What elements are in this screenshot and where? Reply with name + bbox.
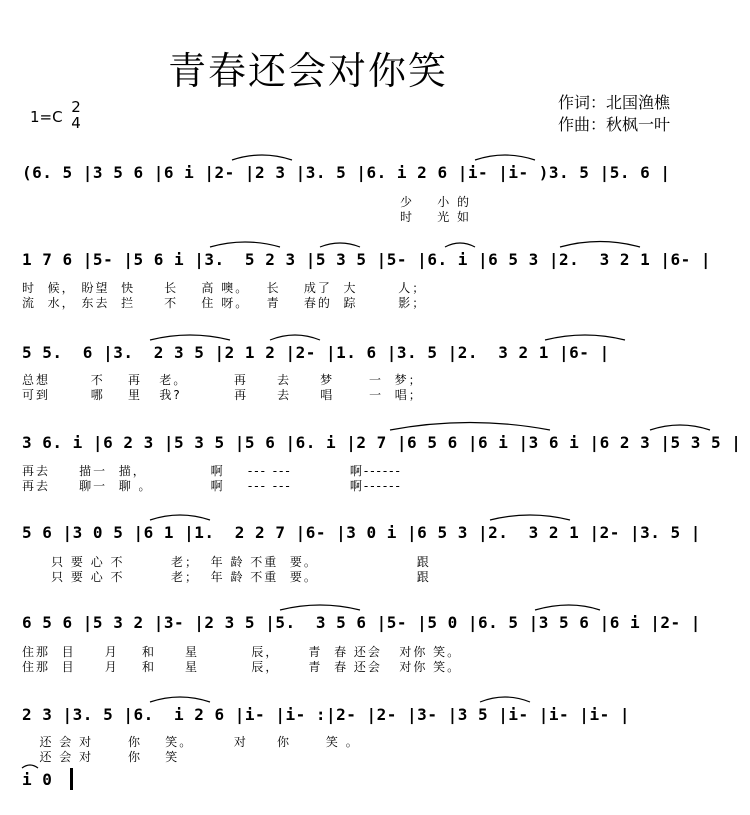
notation-line-4: 3 6. i |6 2 3 |5 3 5 |5 6 |6. i |2 7 |6 5 6 |6 i |3 6 i |6 2 3 |5 3 5 | (22, 433, 742, 452)
lyric-line-4a: 再去 描一 描， 啊 --- --- 啊------ (22, 464, 402, 478)
lyric-line-7b: 还 会 对 你 笑 (22, 750, 180, 764)
lyric-line-1a: 少 小 的 (22, 195, 472, 209)
notation-line-7: 2 3 |3. 5 |6. i 2 6 |i- |i- :|2- |2- |3- |3 5 |i- |i- |i- | (22, 705, 630, 724)
lyric-line-2a: 时 候， 盼望 快 长 高 噢。 长 成了 大 人； (22, 281, 427, 295)
notation-line-3: 5 5. 6 |3. 2 3 5 |2 1 2 |2- |1. 6 |3. 5 |2. 3 2 1 |6- | (22, 343, 610, 362)
lyric-line-1b: 时 光 如 (22, 210, 472, 224)
notation-line-8: i 0 (22, 770, 63, 789)
meter-bottom: 4 (71, 114, 81, 132)
lyric-line-5a: 只 要 心 不 老； 年 龄 不重 要。 跟 (22, 555, 431, 569)
notation-line-6: 6 5 6 |5 3 2 |3- |2 3 5 |5. 3 5 6 |5- |5 0 |6. 5 |3 5 6 |6 i |2- | (22, 613, 701, 632)
meter-top: 2 (71, 98, 81, 116)
composer-credit: 作曲：秋枫一叶 (558, 115, 671, 134)
page-title: 青春还会对你笑 (168, 49, 449, 93)
notation-line-5: 5 6 |3 0 5 |6 1 |1. 2 2 7 |6- |3 0 i |6 5 3 |2. 3 2 1 |2- |3. 5 | (22, 523, 701, 542)
lyric-line-3a: 总想 不 再 老。 再 去 梦 一 梦； (22, 373, 423, 387)
lyric-line-7a: 还 会 对 你 笑。 对 你 笑 。 (22, 735, 360, 749)
lyric-line-3b: 可到 哪 里 我? 再 去 唱 一 唱； (22, 388, 423, 402)
lyric-line-4b: 再去 聊一 聊 。 啊 --- --- 啊------ (22, 479, 402, 493)
lyric-line-2b: 流 水， 东去 拦 不 住 呀。 青 春的 踪 影； (22, 296, 427, 310)
notation-line-1: (6. 5 |3 5 6 |6 i |2- |2 3 |3. 5 |6. i 2 6 |i- |i- )3. 5 |5. 6 | (22, 163, 671, 182)
lyric-line-5b: 只 要 心 不 老； 年 龄 不重 要。 跟 (22, 570, 431, 584)
lyricist-credit: 作词：北国渔樵 (558, 93, 671, 112)
key-signature: 1=C (30, 108, 63, 126)
lyric-line-6a: 住那 目 月 和 星 辰， 青 春 还会 对你 笑。 (22, 645, 462, 659)
lyric-line-6b: 住那 目 月 和 星 辰， 青 春 还会 对你 笑。 (22, 660, 462, 674)
notation-line-2: 1 7 6 |5- |5 6 i |3. 5 2 3 |5 3 5 |5- |6. i |6 5 3 |2. 3 2 1 |6- | (22, 250, 712, 269)
